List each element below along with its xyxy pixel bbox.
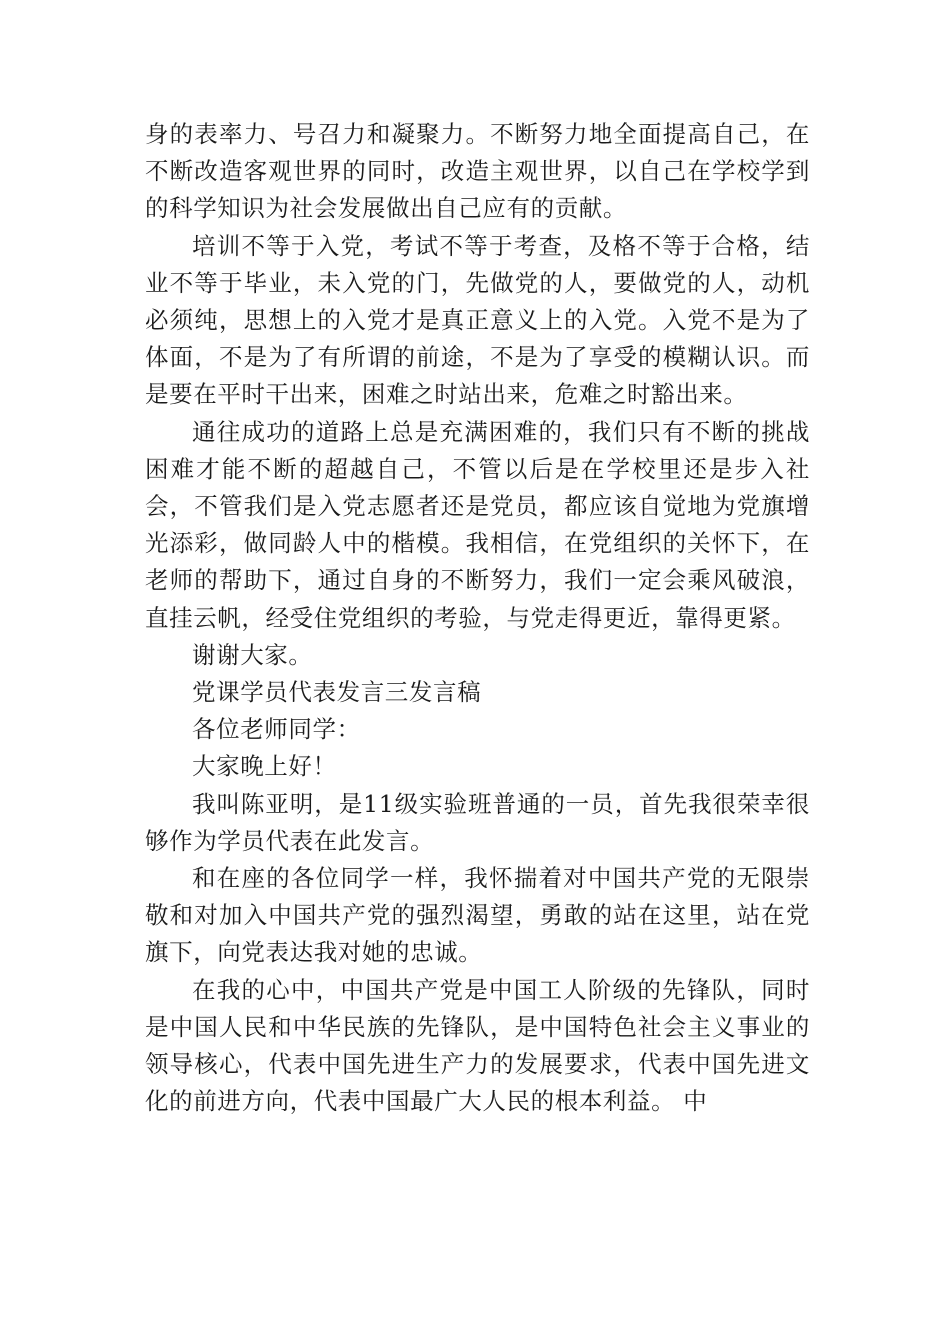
paragraph-3: 通往成功的道路上总是充满困难的，我们只有不断的挑战困难才能不断的超越自己，不管以后是在学校里还是步入社会，不管我们是入党志愿者还是党员，都应该自觉地为党旗增光添彩，做同龄人中的楷模。我相信，在党组织的关怀下，在老师的帮助下，通过自身的不断努力，我们一定会乘风破浪，直挂云帆，经受住党组织的考验，与党走得更近，靠得更紧。	[145, 417, 810, 632]
paragraph-intro: 我叫陈亚明，是11级实验班普通的一员，首先我很荣幸很够作为学员代表在此发言。	[145, 789, 810, 855]
salutation: 各位老师同学：	[192, 715, 361, 744]
paragraph-2: 培训不等于入党，考试不等于考查，及格不等于合格，结业不等于毕业，未入党的门，先做党的人，要做党的人，动机必须纯，思想上的入党才是真正意义上的入党。入党不是为了体面，不是为了有所谓的前途，不是为了享受的模糊认识。而是要在平时干出来，困难之时站出来，危难之时豁出来。	[145, 231, 810, 409]
paragraph-loyalty: 和在座的各位同学一样，我怀揣着对中国共产党的无限崇敬和对加入中国共产党的强烈渴望，勇敢的站在这里，站在党旗下，向党表达我对她的忠诚。	[145, 864, 810, 967]
document-body	[145, 116, 810, 1120]
paragraph-1: 身的表率力、号召力和凝聚力。不断努力地全面提高自己，在不断改造客观世界的同时，改造主观世界，以自己在学校学到的科学知识为社会发展做出自己应有的贡献。	[145, 120, 810, 223]
closing-thanks: 谢谢大家。	[192, 640, 313, 669]
speech-title: 党课学员代表发言三发言稿	[192, 678, 482, 707]
paragraph-party-role: 在我的心中，中国共产党是中国工人阶级的先锋队，同时是中国人民和中华民族的先锋队，是中国特色社会主义事业的领导核心，代表中国先进生产力的发展要求，代表中国先进文化的前进方向，代表中国最广大人民的根本利益。 中	[145, 975, 810, 1116]
greeting: 大家晚上好！	[192, 752, 337, 781]
